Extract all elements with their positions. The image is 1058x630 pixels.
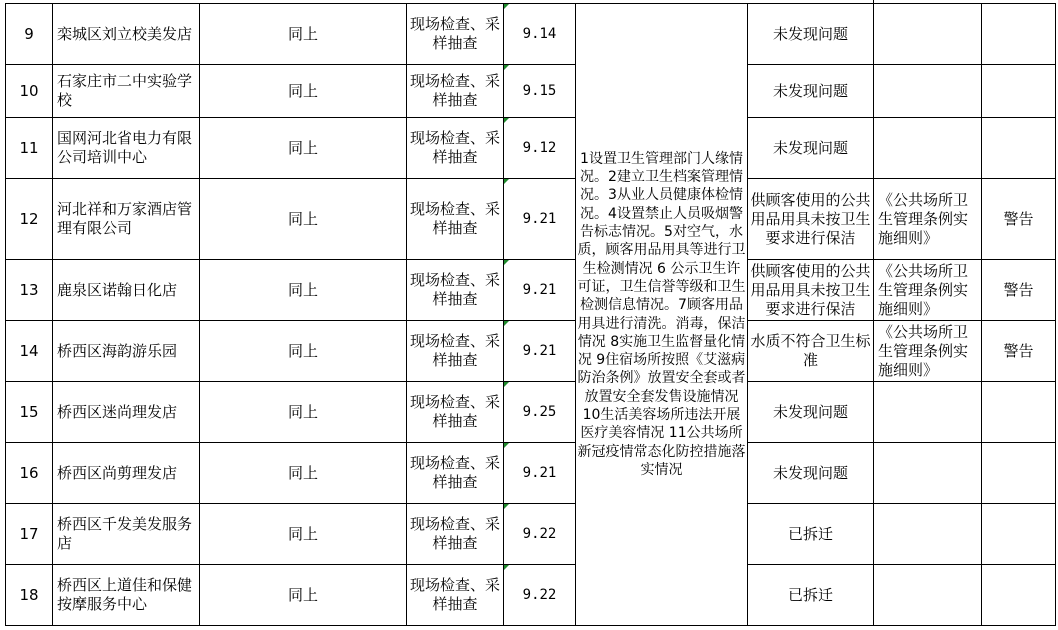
row-number: 11 <box>6 118 53 179</box>
penalty: 警告 <box>982 260 1056 321</box>
inspection-method: 现场检查、采样抽查 <box>407 118 504 179</box>
inspection-method: 现场检查、采样抽查 <box>407 4 504 65</box>
unit-name: 桥西区海韵游乐园 <box>53 321 200 382</box>
table-row <box>6 179 1056 260</box>
table-row <box>6 443 1056 504</box>
inspection-basis: 同上 <box>200 504 407 565</box>
row-number: 14 <box>6 321 53 382</box>
inspection-table <box>5 3 1056 626</box>
inspection-basis: 同上 <box>200 260 407 321</box>
penalty <box>982 4 1056 65</box>
table-row <box>6 565 1056 626</box>
legal-basis <box>874 382 982 443</box>
problem-found: 供顾客使用的公共用品用具未按卫生要求进行保洁 <box>748 260 874 321</box>
legal-basis <box>874 504 982 565</box>
table-row <box>6 65 1056 118</box>
inspection-date: 9.21 <box>504 260 576 321</box>
unit-name: 河北祥和万家酒店管理有限公司 <box>53 179 200 260</box>
row-number: 18 <box>6 565 53 626</box>
legal-basis: 《公共场所卫生管理条例实施细则》 <box>874 179 982 260</box>
inspection-method: 现场检查、采样抽查 <box>407 260 504 321</box>
legal-basis <box>874 443 982 504</box>
problem-found: 未发现问题 <box>748 4 874 65</box>
unit-name: 栾城区刘立校美发店 <box>53 4 200 65</box>
inspection-method: 现场检查、采样抽查 <box>407 382 504 443</box>
row-number: 9 <box>6 4 53 65</box>
inspection-date: 9.14 <box>504 4 576 65</box>
unit-name: 桥西区千发美发服务店 <box>53 504 200 565</box>
unit-name: 桥西区上道佳和保健按摩服务中心 <box>53 565 200 626</box>
inspection-basis: 同上 <box>200 321 407 382</box>
problem-found: 未发现问题 <box>748 118 874 179</box>
inspection-date: 9.22 <box>504 565 576 626</box>
penalty <box>982 65 1056 118</box>
row-number: 17 <box>6 504 53 565</box>
inspection-date: 9.21 <box>504 179 576 260</box>
inspection-date: 9.25 <box>504 382 576 443</box>
inspection-method: 现场检查、采样抽查 <box>407 321 504 382</box>
unit-name: 鹿泉区诺翰日化店 <box>53 260 200 321</box>
inspection-basis: 同上 <box>200 443 407 504</box>
unit-name: 石家庄市二中实验学校 <box>53 65 200 118</box>
unit-name: 桥西区尚剪理发店 <box>53 443 200 504</box>
problem-found: 未发现问题 <box>748 443 874 504</box>
problem-found: 未发现问题 <box>748 65 874 118</box>
legal-basis: 《公共场所卫生管理条例实施细则》 <box>874 321 982 382</box>
inspection-date: 9.12 <box>504 118 576 179</box>
penalty: 警告 <box>982 179 1056 260</box>
inspection-method: 现场检查、采样抽查 <box>407 443 504 504</box>
table-row <box>6 260 1056 321</box>
unit-name: 国网河北省电力有限公司培训中心 <box>53 118 200 179</box>
penalty <box>982 118 1056 179</box>
inspection-method: 现场检查、采样抽查 <box>407 565 504 626</box>
inspection-date: 9.21 <box>504 443 576 504</box>
table-row <box>6 118 1056 179</box>
table-row <box>6 504 1056 565</box>
row-number: 13 <box>6 260 53 321</box>
inspection-method: 现场检查、采样抽查 <box>407 504 504 565</box>
table-body <box>6 4 1056 626</box>
legal-basis <box>874 4 982 65</box>
inspection-date: 9.15 <box>504 65 576 118</box>
inspection-basis: 同上 <box>200 565 407 626</box>
row-number: 12 <box>6 179 53 260</box>
inspection-items: 1设置卫生管理部门人缘情况。2建立卫生档案管理情况。3从业人员健康体检情况。4设置禁止人员吸烟警告标志情况。5对空气，水质，顾客用品用具等进行卫生检测情况 6 公示卫生许可证，卫生信誉等级和卫生检测信息情况。7顾客用品用具进行清洗。消毒，保洁情况 8实施卫生监督量化情况 9住宿场所按照《艾滋病防治条例》放置安全套或者放置安全套发售设施情况 10生活美容场所违法开展医疗美容情况 11公共场所新冠疫情常态化防控措施落实情况 <box>576 4 748 626</box>
inspection-date: 9.22 <box>504 504 576 565</box>
problem-found: 已拆迁 <box>748 565 874 626</box>
inspection-basis: 同上 <box>200 179 407 260</box>
inspection-date: 9.21 <box>504 321 576 382</box>
inspection-method: 现场检查、采样抽查 <box>407 65 504 118</box>
inspection-basis: 同上 <box>200 4 407 65</box>
legal-basis: 《公共场所卫生管理条例实施细则》 <box>874 260 982 321</box>
row-number: 16 <box>6 443 53 504</box>
row-number: 10 <box>6 65 53 118</box>
inspection-basis: 同上 <box>200 382 407 443</box>
table-row <box>6 321 1056 382</box>
table-row <box>6 382 1056 443</box>
table-row <box>6 4 1056 65</box>
legal-basis <box>874 565 982 626</box>
inspection-method: 现场检查、采样抽查 <box>407 179 504 260</box>
problem-found: 供顾客使用的公共用品用具未按卫生要求进行保洁 <box>748 179 874 260</box>
inspection-basis: 同上 <box>200 65 407 118</box>
penalty <box>982 382 1056 443</box>
row-number: 15 <box>6 382 53 443</box>
penalty <box>982 565 1056 626</box>
problem-found: 水质不符合卫生标准 <box>748 321 874 382</box>
problem-found: 已拆迁 <box>748 504 874 565</box>
penalty <box>982 504 1056 565</box>
inspection-basis: 同上 <box>200 118 407 179</box>
legal-basis <box>874 118 982 179</box>
unit-name: 桥西区迷尚理发店 <box>53 382 200 443</box>
penalty: 警告 <box>982 321 1056 382</box>
legal-basis <box>874 65 982 118</box>
penalty <box>982 443 1056 504</box>
problem-found: 未发现问题 <box>748 382 874 443</box>
